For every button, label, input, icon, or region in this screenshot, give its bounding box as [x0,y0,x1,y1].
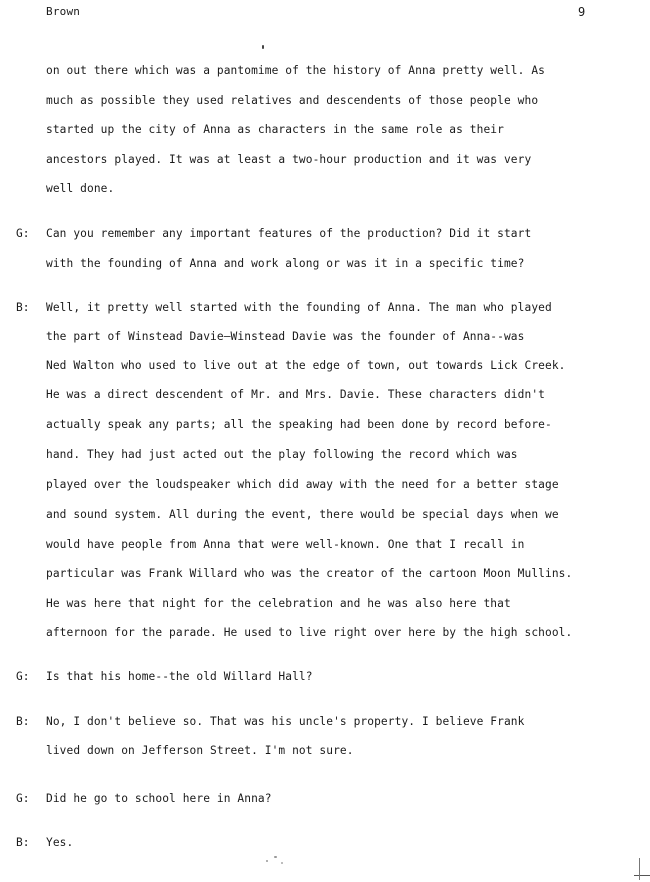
scan-speck [262,45,264,49]
page-number: 9 [578,5,586,19]
scan-edge-mark [639,858,640,880]
text-line: much as possible they used relatives and descendents of those people who [46,94,539,107]
text-line: on out there which was a pantomime of the history of Anna pretty well. As [46,64,545,77]
scan-speck [266,860,268,862]
text-line: ancestors played. It was at least a two-hour production and it was very [46,153,532,166]
text-line: Ned Walton who used to live out at the edge of town, out towards Lick Creek. [46,359,566,372]
text-line: afternoon for the parade. He used to live right over here by the high school. [46,626,573,639]
text-line: and sound system. All during the event, there would be special days when we [46,508,559,521]
text-line: He was a direct descendent of Mr. and Mrs. Davie. These characters didn't [46,388,545,401]
text-line: Yes. [46,836,74,849]
text-line: Did he go to school here in Anna? [46,792,272,805]
text-line: with the founding of Anna and work along or was it in a specific time? [46,257,525,270]
text-line: started up the city of Anna as characters in the same role as their [46,123,504,136]
text-line: hand. They had just acted out the play following the record which was [46,448,518,461]
text-line: actually speak any parts; all the speaking had been done by record before- [46,418,552,431]
scan-speck [274,856,277,858]
speaker-label: B: [16,715,30,728]
speaker-label: G: [16,670,30,683]
text-line: would have people from Anna that were well-known. One that I recall in [46,538,525,551]
text-line: No, I don't believe so. That was his uncle's property. I believe Frank [46,715,525,728]
speaker-label: G: [16,227,30,240]
text-line: Well, it pretty well started with the founding of Anna. The man who played [46,301,552,314]
text-line: the part of Winstead Davie—Winstead Davie was the founder of Anna--was [46,330,525,343]
scan-speck [281,862,283,864]
speaker-label: G: [16,792,30,805]
text-line: particular was Frank Willard who was the creator of the cartoon Moon Mullins. [46,567,573,580]
header-interviewee-name: Brown [46,5,81,18]
text-line: lived down on Jefferson Street. I'm not sure. [46,744,354,757]
text-line: Is that his home--the old Willard Hall? [46,670,313,683]
speaker-label: B: [16,301,30,314]
text-line: He was here that night for the celebration and he was also here that [46,597,511,610]
text-line: well done. [46,182,115,195]
speaker-label: B: [16,836,30,849]
scan-edge-mark [634,875,650,876]
text-line: played over the loudspeaker which did away with the need for a better stage [46,478,559,491]
text-line: Can you remember any important features of the production? Did it start [46,227,532,240]
